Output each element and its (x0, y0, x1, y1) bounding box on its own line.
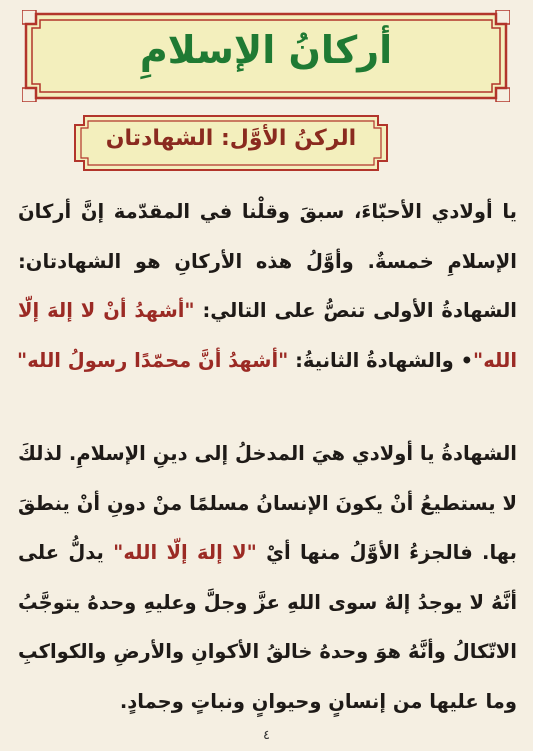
first-shahada-quote-end: الله" (473, 348, 517, 372)
paragraph-line: الشهادةُ يا أولادي هيَ المدخلُ إلى دينِ الإسلامِ. لذلكَ (18, 442, 517, 465)
page-number: ٤ (263, 728, 270, 743)
section-heading: الركنُ الأوَّل: الشهادتان (105, 126, 357, 151)
paragraph-line (18, 336, 517, 386)
paragraph-line: أنَّهُ لا يوجدُ إلهٌ سوى اللهِ عزَّ وجلَّ وعليهِ وحدهُ يتوجَّبُ (18, 590, 517, 614)
page-title: أركانُ الإسلامِ (139, 28, 393, 72)
second-shahada-quote: "أشهدُ أنَّ محمّدًا رسولُ الله" (17, 348, 289, 372)
second-shahada-intro: • والشهادةُ الثانيةُ: (288, 348, 474, 372)
title-frame (22, 10, 510, 102)
text-segment: بها. فالجزءُ الأوَّلُ منها أيْ (256, 541, 517, 564)
paragraph-intro (18, 187, 517, 385)
section-heading-frame (72, 113, 390, 173)
paragraph-line: وما عليها من إنسانٍ وحيوانٍ ونباتٍ وجمادٍ. (119, 689, 517, 713)
paragraph-line: الاتّكالُ وأنَّهُ هوَ وحدهُ خالقُ الأكوانِ والأرضِ والكواكبِ (18, 640, 517, 663)
paragraph-line: لا يستطيعُ أنْ يكونَ الإنسانُ مسلمًا منْ دونِ أنْ ينطقَ (18, 491, 517, 515)
paragraph-line (18, 286, 517, 336)
text-segment: يدلُّ على (18, 541, 114, 564)
paragraph-explanation (18, 429, 517, 726)
paragraph-line: يا أولادي الأحبّاءَ، سبقَ وقلْنا في المقدّمة إنَّ أركانَ (18, 200, 517, 223)
first-shahada-quote: "أشهدُ أنْ لا إلهَ إلّا (18, 299, 195, 322)
first-shahada-intro: الشهادةُ الأولى تنصُّ على التالي: (194, 299, 517, 322)
paragraph-line: الإسلامِ خمسةٌ. وأوَّلُ هذه الأركانِ هو الشهادتان: (18, 249, 517, 273)
paragraph-line (18, 528, 517, 578)
shahada-part-quote: "لا إلهَ إلّا الله" (113, 541, 257, 564)
